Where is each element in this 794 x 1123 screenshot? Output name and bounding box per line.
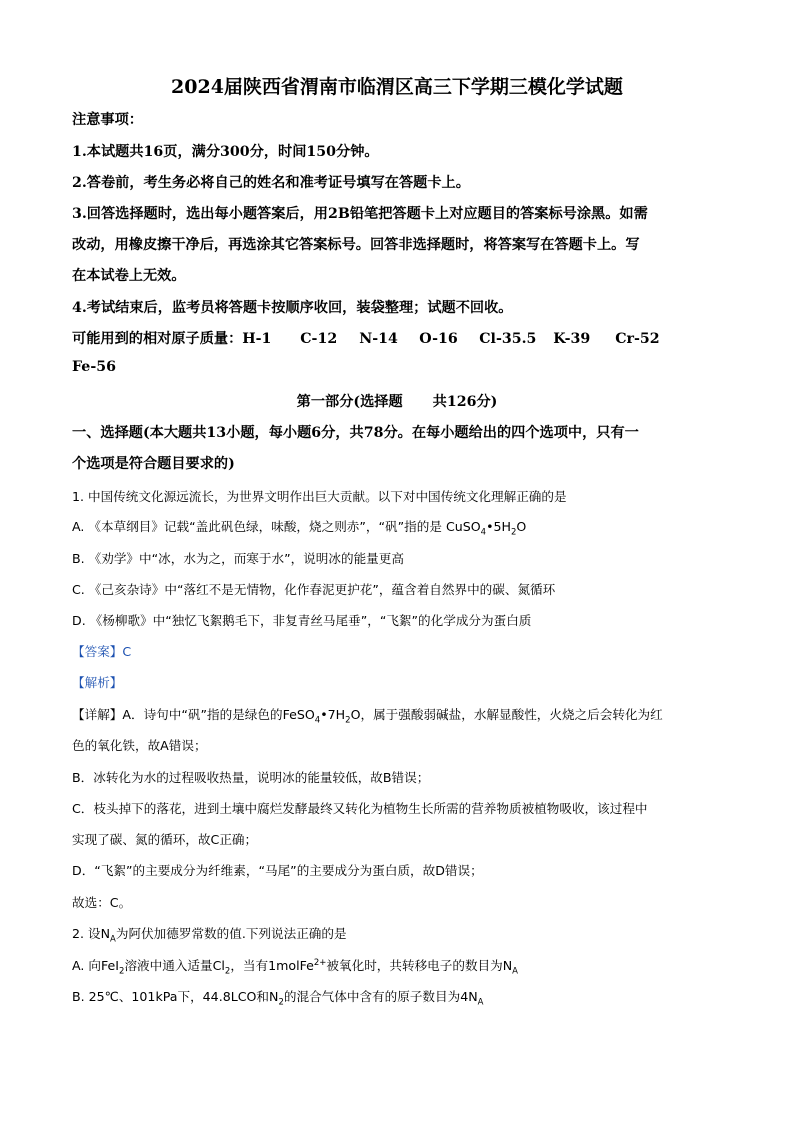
notice-item-1: 1.本试题共16页，满分300分，时间150分钟。 (72, 144, 379, 160)
q1-analysis-label: 【解析】 (72, 675, 123, 690)
q1-detail-4: C．枝头掉下的落花，进到土壤中腐烂发酵最终又转化为植物生长所需的营养物质被植物吸收，该过程中 (72, 801, 648, 816)
atom-c: C-12 (300, 331, 338, 347)
notice-item-3-cont: 改动，用橡皮擦干净后，再选涂其它答案标号。回答非选择题时，将答案写在答题卡上。写 (72, 237, 640, 253)
q2-stem: 2. 设$N_A$为阿伏加德罗常数的值.下列说法正确的是 (72, 926, 347, 945)
part1-heading (72, 391, 722, 411)
page-title: 2024届陕西省渭南市临渭区高三下学期三模化学试题 (171, 76, 623, 98)
notice-item-3: 3.回答选择题时，选出每小题答案后，用2B铅笔把答题卡上对应题目的答案标号涂黑。如需 (72, 206, 648, 222)
q1-detail-5: 实现了碳、氮的循环，故C正确； (72, 832, 258, 847)
q1-detail-formula: $FeSO_4•7H_2O$ (282, 707, 361, 726)
part1-title: 第一部分(选择题 (296, 394, 403, 410)
q1-detail-3: B．冰转化为水的过程吸收热量，说明冰的能量较低，故B错误； (72, 770, 430, 785)
q1-detail-1: 【详解】A．诗句中“矾”指的是绿色的$FeSO_4•7H_2O$，属于强酸弱碱盐，水解显酸性，火烧之后会转化为红 (72, 707, 663, 726)
atomic-mass-line (72, 328, 660, 348)
q1-detail-2: 色的氧化铁，故A错误； (72, 738, 207, 753)
atom-n: N-14 (359, 331, 398, 347)
q1-option-a-text: A. 《本草纲目》记载“盖此矾色绿，味酸，烧之则赤”，“矾”指的是 (72, 519, 442, 534)
atom-o: O-16 (419, 331, 458, 347)
q1-detail-7: 故选：C。 (72, 895, 132, 910)
notice-item-4: 4.考试结束后，监考员将答题卡按顺序收回，装袋整理；试题不回收。 (72, 300, 513, 316)
atom-cr: Cr-52 (615, 331, 660, 347)
part1-score: 共126分) (432, 394, 498, 410)
atom-h: H-1 (242, 331, 272, 347)
q1-answer: 【答案】C (72, 644, 132, 659)
q1-option-a-formula: $CuSO_4•5H_2O$ (445, 519, 527, 538)
atomic-mass-label: 可能用到的相对原子质量： (72, 331, 243, 347)
q1-option-c: C. 《己亥杂诗》中“落红不是无情物，化作春泥更护花”，蕴含着自然界中的碳、氮循环 (72, 582, 556, 597)
q2-option-b: B. 25℃、101kPa下，44.8LCO和$N_2$的混合气体中含有的原子数目为$4N_A$ (72, 989, 484, 1008)
q1-stem: 1. 中国传统文化源远流长，为世界文明作出巨大贡献。以下对中国传统文化理解正确的是 (72, 489, 567, 504)
notice-item-2: 2.答卷前，考生务必将自己的姓名和准考证号填写在答题卡上。 (72, 175, 470, 191)
section1-heading-cont: 个选项是符合题目要求的) (72, 456, 235, 472)
q1-option-a (72, 516, 527, 538)
q1-detail-6: D．“飞絮”的主要成分为纤维素，“马尾”的主要成分为蛋白质，故D错误； (72, 863, 483, 878)
q2-option-a: A. 向FeI$_2$溶液中通入适量$Cl_2$，当有1molFe$^{2+}$被氧化时，共转移电子的数目为$N_A$ (72, 957, 518, 977)
q1-option-b: B. 《劝学》中“冰，水为之，而寒于水”，说明冰的能量更高 (72, 551, 404, 566)
atom-k: K-39 (553, 331, 591, 347)
atom-cl: Cl-35.5 (479, 331, 537, 347)
notice-heading: 注意事项： (72, 112, 143, 128)
q1-option-d: D. 《杨柳歌》中“独忆飞絮鹅毛下，非复青丝马尾垂”，“飞絮”的化学成分为蛋白质 (72, 613, 532, 628)
notice-item-3-end: 在本试卷上无效。 (72, 268, 186, 284)
section1-heading: 一、选择题(本大题共13小题，每小题6分，共78分。在每小题给出的四个选项中，只有一 (72, 425, 639, 441)
atom-fe: Fe-56 (72, 359, 116, 375)
